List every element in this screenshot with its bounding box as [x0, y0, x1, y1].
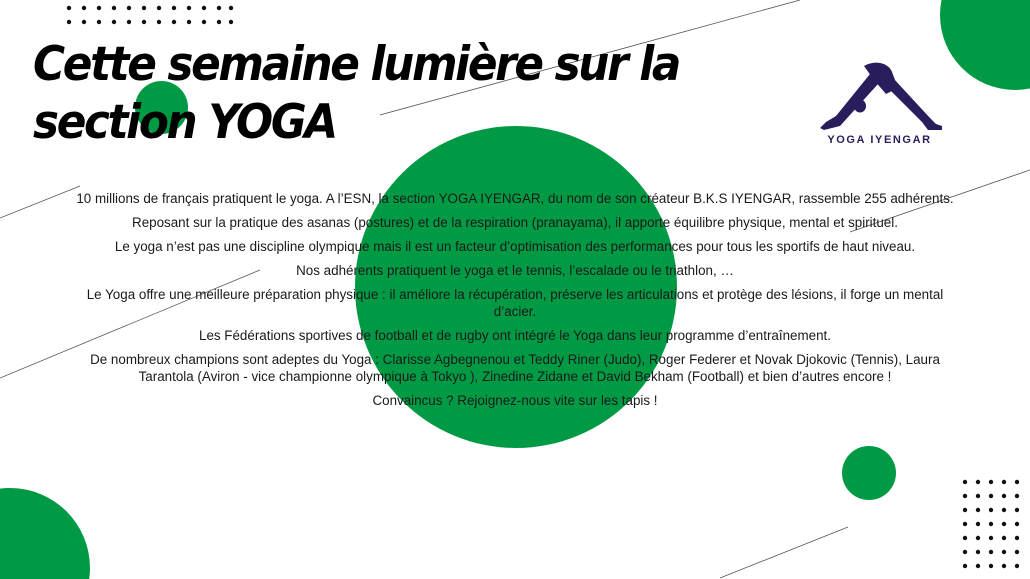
- paragraph: 10 millions de français pratiquent le yoga. A l’ESN, la section YOGA IYENGAR, du nom de son créateur B.K.S IYENGAR, rassemble 255 adhérents.: [76, 191, 954, 206]
- paragraph: Le yoga n’est pas une discipline olympique mais il est un facteur d’optimisation des performances pour tous les sportifs de haut niveau.: [114, 239, 916, 254]
- paragraph: Le Yoga offre une meilleure préparation physique : il améliore la récupération, préserve les articulations et protège des lésions, il forge un mental d’acier.: [86, 287, 944, 319]
- logo-text: YOGA IYENGAR: [827, 134, 932, 146]
- body-text: [70, 190, 960, 416]
- paragraph: Reposant sur la pratique des asanas (postures) et de la respiration (pranayama), il apporte équilibre physique, mental et spirituel.: [132, 215, 898, 230]
- paragraph: De nombreux champions sont adeptes du Yoga : Clarisse Agbegnenou et Teddy Riner (Judo), Roger Federer et Novak Djokovic (Tennis), Laura Tarantola (Aviron - vice championne olympique à Tokyo ), Zinedine Zidane et David Bekham (Football) et bien d’autres encore !: [90, 352, 940, 384]
- paragraph: Nos adhérents pratiquent le yoga et le tennis, l’escalade ou le triathlon, …: [296, 263, 734, 278]
- paragraph: Les Fédérations sportives de football et de rugby ont intégré le Yoga dans leur programme d’entraînement.: [199, 328, 831, 343]
- page-title: Cette semaine lumière sur la section YOGA: [33, 37, 680, 150]
- paragraph: Convaincus ? Rejoignez-nous vite sur les tapis !: [372, 393, 658, 408]
